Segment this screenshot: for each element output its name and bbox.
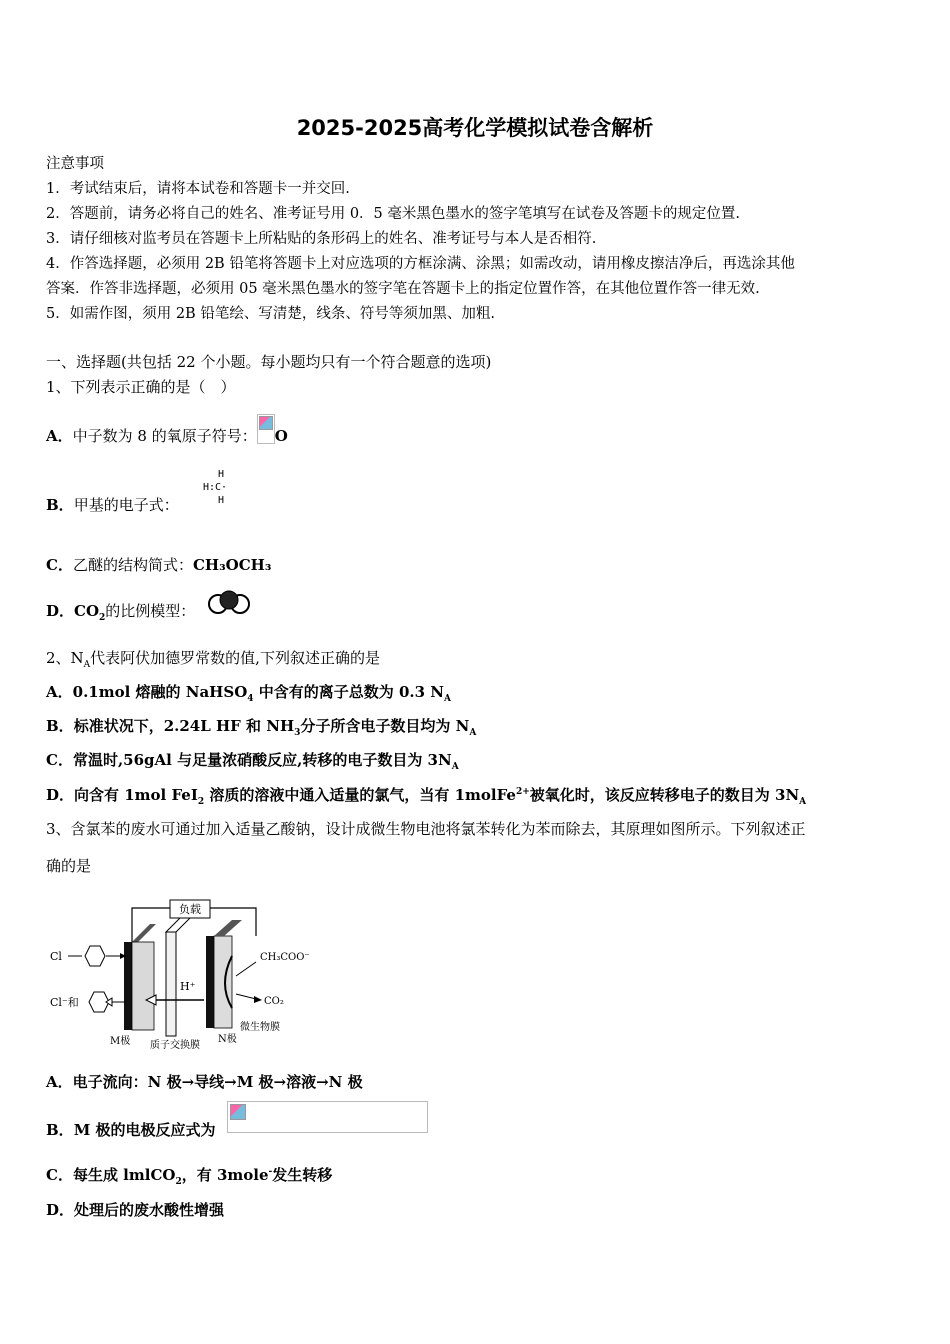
subscript: A [799, 797, 807, 807]
notice-item: 答案．作答非选择题，必须用 05 毫米黑色墨水的签字笔在答题卡上的指定位置作答，在其他位置作答一律无效. [46, 281, 760, 297]
subscript: 2 [99, 613, 106, 623]
q2-option-a [46, 681, 451, 704]
option-text: 每生成 lmlCO [72, 1166, 176, 1184]
chloride-and-label: Cl⁻和 [50, 996, 79, 1009]
notice-item: 1．考试结束后，请将本试卷和答题卡一并交回. [46, 181, 350, 197]
notice-item: 3．请仔细核对监考员在答题卡上所粘贴的条形码上的姓名、准考证号与本人是否相符. [46, 231, 597, 247]
q2-stem [46, 647, 380, 670]
microbial-cell-diagram [46, 896, 326, 1056]
q3-option-d [46, 1199, 224, 1220]
q1-stem: 1、下列表示正确的是（ ） [46, 378, 236, 396]
section-heading: 一、选择题(共包括 22 个小题。每小题均只有一个符合题意的选项) [46, 353, 492, 371]
option-text: 乙醚的结构简式： [72, 556, 193, 574]
biofilm-label: 微生物膜 [240, 1022, 280, 1033]
oxygen-symbol: O [274, 427, 288, 445]
load-label: 负载 [179, 903, 201, 916]
co2-formula: CO [74, 602, 100, 620]
q3-stem-line1: 3、含氯苯的废水可通过加入适量乙酸钠，设计成微生物电池将氯苯转化为苯而除去，其原理如图所示。下列叙述正 [46, 820, 806, 838]
co2-scale-model-image [207, 588, 251, 618]
stem-text: 代表阿伏加德罗常数的值,下列叙述正确的是 [90, 649, 380, 667]
notice-item: 2．答题前，请务必将自己的姓名、准考证号用 0．5 毫米黑色墨水的签字笔填写在试卷及答题卡的规定位置. [46, 206, 740, 222]
q2-option-b [46, 715, 476, 738]
subscript: 3 [294, 728, 301, 738]
option-label: B． [46, 496, 74, 514]
acetate-label: CH₃COO⁻ [260, 952, 310, 963]
option-text: 0.1mol 熔融的 NaHSO [72, 683, 248, 701]
stem-text: 2、N [46, 649, 84, 667]
broken-image-icon [257, 414, 275, 444]
q3-option-c [46, 1164, 332, 1187]
option-text: 的比例模型： [105, 602, 196, 620]
option-label: C． [46, 556, 73, 574]
option-label: D． [46, 1201, 75, 1219]
option-text: 向含有 1mol FeI [74, 786, 198, 804]
q3-option-a [46, 1071, 363, 1092]
broken-image-icon [227, 1101, 428, 1133]
option-text: 被氧化时，该反应转移电子的数目为 3N [529, 786, 800, 804]
option-text: 分子所含电子数目均为 N [300, 717, 470, 735]
option-label: A． [46, 1073, 73, 1091]
subscript: 2 [197, 797, 205, 807]
subscript: A [469, 728, 477, 738]
option-text: 处理后的废水酸性增强 [74, 1201, 225, 1219]
option-text: ，有 3mole [181, 1166, 269, 1184]
option-label: C． [46, 751, 73, 769]
option-label: B． [46, 717, 74, 735]
superscript: - [268, 1167, 273, 1177]
notice-heading: 注意事项 [46, 156, 104, 172]
option-text: 电子流向：N 极→导线→M 极→溶液→N 极 [72, 1073, 363, 1091]
superscript: 2+ [515, 787, 530, 797]
q2-option-c [46, 749, 459, 772]
option-text: M 极的电极反应式为 [73, 1121, 216, 1139]
q1-option-b [46, 494, 179, 515]
subscript: A [451, 762, 459, 772]
electron-formula-h-bottom: H [217, 495, 225, 506]
membrane-label: 质子交换膜 [150, 1040, 200, 1051]
option-text: 甲基的电子式： [73, 496, 179, 514]
option-label: C． [46, 1166, 73, 1184]
subscript: A [83, 660, 91, 670]
q1-option-a [46, 422, 288, 452]
subscript: 2 [175, 1177, 182, 1187]
electron-formula-h-top: H [217, 469, 225, 480]
option-text: 中含有的离子总数为 0.3 N [253, 683, 445, 701]
q1-option-c [46, 554, 271, 575]
q2-option-d [46, 784, 806, 807]
notice-item: 5．如需作图，须用 2B 铅笔绘、写清楚，线条、符号等须加黑、加粗. [46, 306, 495, 322]
n-pole-label: N极 [218, 1034, 237, 1045]
option-text: 溶质的溶液中通入适量的氯气，当有 1molFe [204, 786, 516, 804]
electron-formula-middle: H:C· [202, 482, 228, 493]
option-text: 发生转移 [272, 1166, 333, 1184]
notice-item: 4．作答选择题，必须用 2B 铅笔将答题卡上对应选项的方框涂满、涂黑；如需改动，请用橡皮擦洁净后，再选涂其他 [46, 256, 795, 272]
chlorobenzene-cl-label: Cl [50, 950, 62, 963]
option-text: 常温时,56gAl 与足量浓硝酸反应,转移的电子数目为 3N [72, 751, 452, 769]
option-label: B． [46, 1121, 74, 1139]
option-label: D． [46, 786, 75, 804]
subscript: 4 [247, 694, 254, 704]
option-label: A． [46, 427, 73, 445]
methyl-electron-formula [195, 468, 235, 507]
page-title: 2025-2025高考化学模拟试卷含解析 [296, 116, 654, 140]
option-text: 中子数为 8 的氧原子符号： [72, 427, 257, 445]
q3-stem-line2: 确的是 [46, 857, 92, 875]
ether-formula: CH₃OCH₃ [192, 556, 272, 574]
option-label: A． [46, 683, 73, 701]
proton-label: H⁺ [180, 980, 196, 993]
q1-option-d [46, 600, 195, 623]
q3-option-b [46, 1119, 216, 1140]
m-pole-label: M极 [110, 1036, 131, 1047]
option-label: D． [46, 602, 75, 620]
option-text: 标准状况下，2.24L HF 和 NH [73, 717, 295, 735]
co2-label: CO₂ [264, 996, 284, 1007]
subscript: A [444, 694, 451, 704]
